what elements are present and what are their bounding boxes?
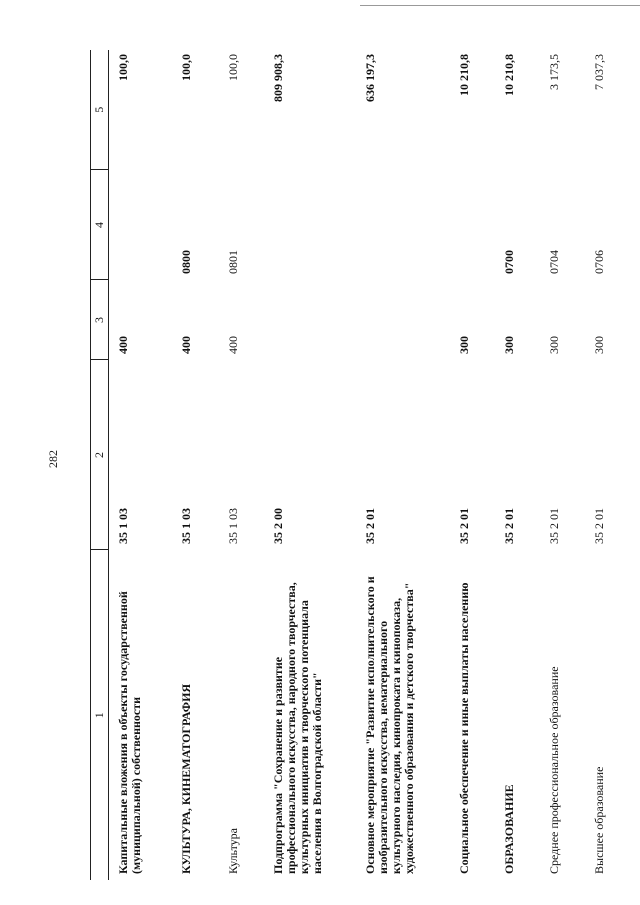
- table-row: [495, 50, 540, 880]
- row-code: 35 2 01: [501, 508, 516, 544]
- row-c4: 0704: [546, 250, 561, 274]
- table-row: [264, 50, 356, 880]
- rotated-table-container: [90, 50, 630, 880]
- header-col-1: 1: [91, 550, 109, 880]
- row-c4: 0706: [591, 250, 606, 274]
- row-c3: [356, 280, 450, 360]
- row-c4: 0801: [225, 250, 240, 274]
- row-code: 35 2 01: [546, 508, 561, 544]
- row-c3: [264, 280, 356, 360]
- row-name: КУЛЬТУРА, КИНЕМАТОГРАФИЯ: [178, 683, 193, 874]
- row-c3: 400: [116, 336, 130, 354]
- row-code: 35 1 03: [225, 508, 240, 544]
- header-col-2: 2: [91, 360, 109, 550]
- table-row: [172, 50, 219, 880]
- row-amount: 7 037,3: [591, 54, 606, 90]
- row-c4: [109, 170, 172, 280]
- row-c3: 300: [501, 336, 516, 354]
- row-name: Социальное обеспечение и иные выплаты населению: [456, 582, 471, 874]
- row-name: Основное мероприятие "Развитие исполнительского и изобразительного искусства, нематериального культурного наследия, кинопроката и кинопоказа, художественного образования и детского творчества": [362, 576, 416, 874]
- table-row: [356, 50, 450, 880]
- row-c3: 300: [546, 336, 561, 354]
- row-amount: 100,0: [178, 54, 193, 81]
- header-col-4: 4: [91, 170, 109, 280]
- top-rule: [360, 5, 640, 6]
- row-code: 35 2 01: [362, 508, 377, 544]
- page-number: 282: [46, 450, 60, 468]
- table-row: [585, 50, 630, 880]
- row-c4: 0700: [501, 250, 516, 274]
- row-name: Культура: [225, 828, 240, 874]
- table-row: [540, 50, 585, 880]
- row-amount: 100,0: [225, 54, 240, 81]
- row-amount: 3 173,5: [546, 54, 561, 90]
- row-amount: 809 908,3: [270, 54, 285, 102]
- table-row: [109, 50, 172, 880]
- row-name: Высшее образование: [591, 766, 606, 874]
- row-c3: 400: [178, 336, 193, 354]
- row-code: 35 1 03: [178, 508, 193, 544]
- row-amount: 100,0: [116, 54, 130, 81]
- row-c3: 300: [456, 336, 471, 354]
- row-code: 35 1 03: [116, 508, 130, 544]
- row-c3: 400: [225, 336, 240, 354]
- table-row: [219, 50, 264, 880]
- header-col-5: 5: [91, 50, 109, 170]
- row-c4: 0800: [178, 250, 193, 274]
- row-code: 35 2 00: [270, 508, 285, 544]
- row-c4: [356, 170, 450, 280]
- row-amount: 636 197,3: [362, 54, 377, 102]
- row-c4: [450, 170, 495, 280]
- row-c4: [264, 170, 356, 280]
- budget-table: [90, 50, 630, 880]
- header-col-3: 3: [91, 280, 109, 360]
- row-name: Среднее профессиональное образование: [546, 666, 561, 874]
- row-code: 35 2 01: [591, 508, 606, 544]
- row-amount: 10 210,8: [501, 54, 516, 96]
- row-code: 35 2 01: [456, 508, 471, 544]
- row-name: Подпрограмма "Сохранение и развитие профессионального искусства, народного творчества, культурных инициатив и творческого потенциала населения в Волгоградской области": [270, 582, 324, 874]
- header-row: [91, 50, 109, 880]
- row-c3: 300: [591, 336, 606, 354]
- row-amount: 10 210,8: [456, 54, 471, 96]
- row-name: ОБРАЗОВАНИЕ: [501, 784, 516, 874]
- table-row: [450, 50, 495, 880]
- row-name: Капитальные вложения в объекты государственной (муниципальной) собственности: [116, 591, 143, 874]
